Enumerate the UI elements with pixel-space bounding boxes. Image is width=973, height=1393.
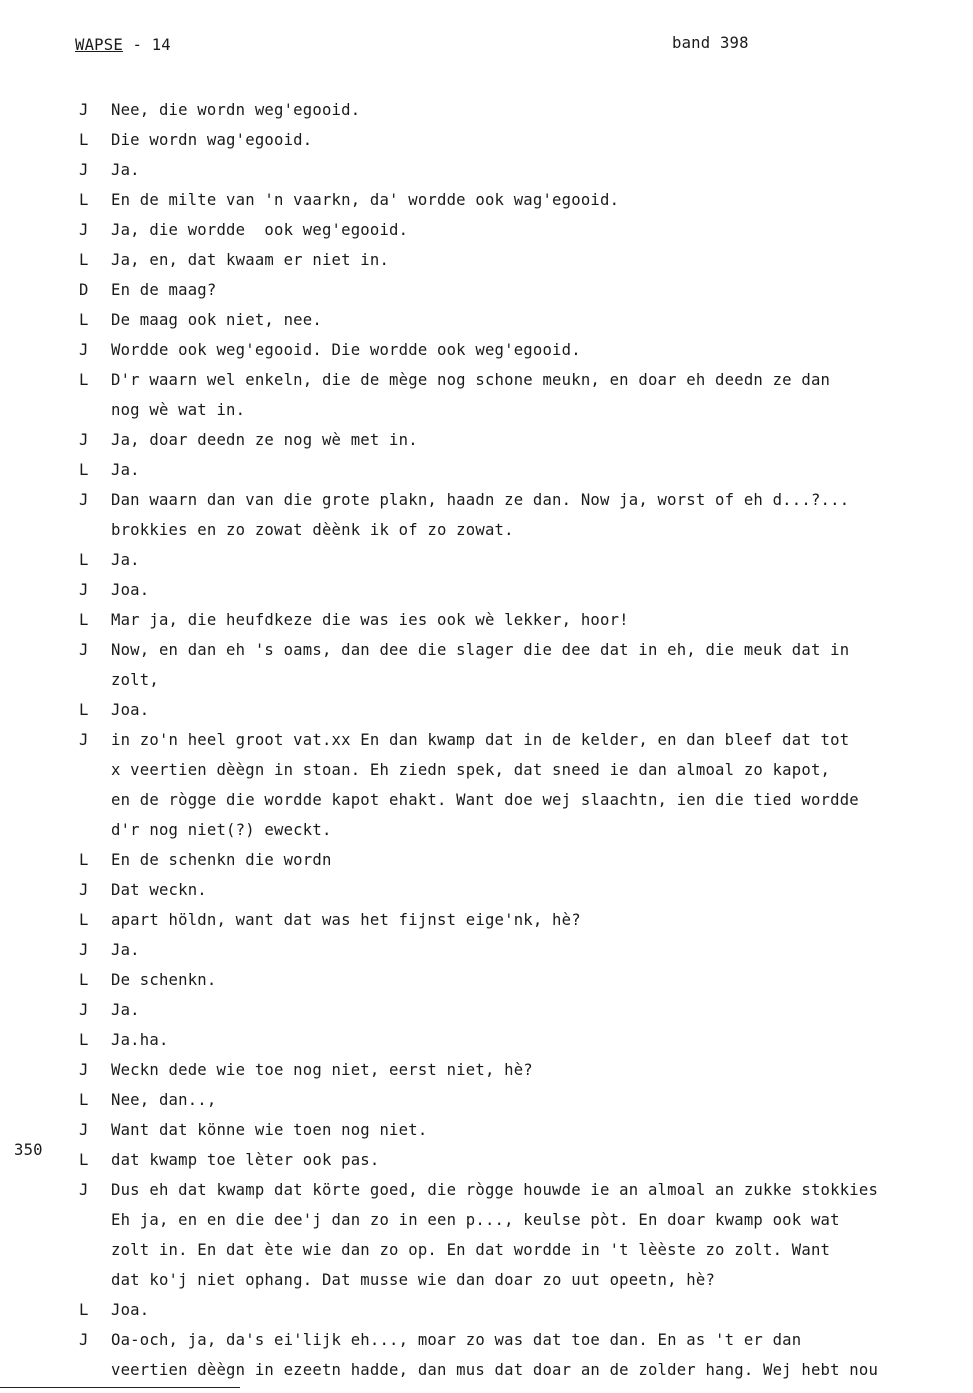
speaker-label: J <box>79 941 89 959</box>
transcript-utterance <box>0 215 973 245</box>
transcript-utterance <box>0 845 973 875</box>
utterance-line: Ja. <box>111 941 140 959</box>
utterance-line: En de maag? <box>111 281 217 299</box>
transcript-utterance <box>0 155 973 185</box>
speaker-label: J <box>79 1181 89 1199</box>
speaker-label: L <box>79 311 89 329</box>
speaker-label: J <box>79 1331 89 1349</box>
utterance-line: D'r waarn wel enkeln, die de mège nog schone meukn, en doar eh deedn ze dan <box>111 371 831 389</box>
speaker-label: J <box>79 161 89 179</box>
speaker-label: J <box>79 1121 89 1139</box>
speaker-label: L <box>79 701 89 719</box>
transcript-utterance <box>0 1025 973 1055</box>
transcript-utterance <box>0 875 973 905</box>
speaker-label: L <box>79 851 89 869</box>
transcript-utterance <box>0 275 973 305</box>
transcript-utterance <box>0 1085 973 1115</box>
margin-counter-note: 350 <box>14 1141 43 1159</box>
utterance-line: Nee, die wordn weg'egooid. <box>111 101 361 119</box>
transcript-utterance <box>0 545 973 575</box>
speaker-label: J <box>79 101 89 119</box>
transcript-utterance <box>0 425 973 455</box>
utterance-line: Mar ja, die heufdkeze die was ies ook wè lekker, hoor! <box>111 611 629 629</box>
transcript-utterance <box>0 935 973 965</box>
speaker-label: J <box>79 1061 89 1079</box>
utterance-line: brokkies en zo zowat dèènk ik of zo zowat. <box>111 521 514 539</box>
transcript-utterance <box>0 1325 973 1385</box>
utterance-line: en de rògge die wordde kapot ehakt. Want doe wej slaachtn, ien die tied wordde <box>111 791 859 809</box>
transcript-utterance <box>0 95 973 125</box>
utterance-line: De schenkn. <box>111 971 217 989</box>
speaker-label: L <box>79 1091 89 1109</box>
speaker-label: J <box>79 881 89 899</box>
transcript-utterance <box>0 965 973 995</box>
speaker-label: L <box>79 1301 89 1319</box>
page-number: 14 <box>151 36 171 54</box>
utterance-line: Ja.ha. <box>111 1031 169 1049</box>
speaker-label: L <box>79 1151 89 1169</box>
utterance-line: En de milte van 'n vaarkn, da' wordde ook wag'egooid. <box>111 191 620 209</box>
utterance-line: Joa. <box>111 701 150 719</box>
utterance-line: De maag ook niet, nee. <box>111 311 322 329</box>
header-separator: - <box>122 36 152 54</box>
utterance-line: Oa-och, ja, da's ei'lijk eh..., moar zo was dat toe dan. En as 't er dan <box>111 1331 802 1349</box>
utterance-line: in zo'n heel groot vat.xx En dan kwamp dat in de kelder, en dan bleef dat tot <box>111 731 850 749</box>
speaker-label: J <box>79 221 89 239</box>
transcript-utterance <box>0 1175 973 1295</box>
speaker-label: J <box>79 1001 89 1019</box>
transcript-utterance <box>0 635 973 695</box>
utterance-line: dat ko'j niet ophang. Dat musse wie dan doar zo uut opeetn, hè? <box>111 1271 716 1289</box>
utterance-line: Ja, en, dat kwaam er niet in. <box>111 251 390 269</box>
utterance-line: Dat weckn. <box>111 881 207 899</box>
transcript-utterance <box>0 605 973 635</box>
utterance-line: Ja, die wordde ook weg'egooid. <box>111 221 409 239</box>
utterance-line: Joa. <box>111 581 150 599</box>
transcript-utterance <box>0 1145 973 1175</box>
utterance-line: apart höldn, want dat was het fijnst eige'nk, hè? <box>111 911 581 929</box>
transcript-utterance <box>0 455 973 485</box>
utterance-line: dat kwamp toe lèter ook pas. <box>111 1151 380 1169</box>
speaker-label: J <box>79 641 89 659</box>
speaker-label: L <box>79 911 89 929</box>
utterance-line: Wordde ook weg'egooid. Die wordde ook weg'egooid. <box>111 341 581 359</box>
speaker-label: D <box>79 281 89 299</box>
utterance-line: Dan waarn dan van die grote plakn, haadn ze dan. Now ja, worst of eh d...?... <box>111 491 850 509</box>
utterance-line: zolt, <box>111 671 159 689</box>
transcript-utterance <box>0 695 973 725</box>
transcript-utterance <box>0 905 973 935</box>
transcript-utterance <box>0 575 973 605</box>
transcript-utterance <box>0 1295 973 1325</box>
transcript-utterance <box>0 335 973 365</box>
transcript-utterance <box>0 365 973 425</box>
transcript-utterance <box>0 725 973 845</box>
utterance-line: Ja. <box>111 551 140 569</box>
speaker-label: L <box>79 371 89 389</box>
transcript-utterance <box>0 245 973 275</box>
utterance-line: Die wordn wag'egooid. <box>111 131 313 149</box>
transcript-utterance <box>0 1115 973 1145</box>
speaker-label: L <box>79 971 89 989</box>
utterance-line: veertien dèègn in ezeetn hadde, dan mus dat doar an de zolder hang. Wej hebt nou <box>111 1361 879 1379</box>
utterance-line: En de schenkn die wordn <box>111 851 332 869</box>
utterance-line: zolt in. En dat ète wie dan zo op. En dat wordde in 't lèèste zo zolt. Want <box>111 1241 831 1259</box>
utterance-line: Ja. <box>111 1001 140 1019</box>
speaker-label: L <box>79 461 89 479</box>
utterance-line: Joa. <box>111 1301 150 1319</box>
speaker-label: L <box>79 1031 89 1049</box>
utterance-line: Weckn dede wie toe nog niet, eerst niet, hè? <box>111 1061 533 1079</box>
speaker-label: J <box>79 731 89 749</box>
utterance-line: d'r nog niet(?) eweckt. <box>111 821 332 839</box>
speaker-label: L <box>79 611 89 629</box>
utterance-line: Want dat könne wie toen nog niet. <box>111 1121 428 1139</box>
footnote-rule <box>0 1387 240 1388</box>
page-header-left <box>75 36 171 54</box>
transcript-utterance <box>0 125 973 155</box>
utterance-line: Now, en dan eh 's oams, dan dee die slager die dee dat in eh, die meuk dat in <box>111 641 850 659</box>
document-title: WAPSE <box>75 36 123 54</box>
utterance-line: Dus eh dat kwamp dat körte goed, die rògge houwde ie an almoal an zukke stokkies <box>111 1181 879 1199</box>
speaker-label: J <box>79 341 89 359</box>
band-number: band 398 <box>672 34 749 52</box>
utterance-line: Eh ja, en en die dee'j dan zo in een p..., keulse pòt. En doar kwamp ook wat <box>111 1211 840 1229</box>
speaker-label: J <box>79 431 89 449</box>
utterance-line: Ja. <box>111 161 140 179</box>
speaker-label: L <box>79 131 89 149</box>
utterance-line: Ja. <box>111 461 140 479</box>
utterance-line: Nee, dan.., <box>111 1091 217 1109</box>
transcript-utterance <box>0 485 973 545</box>
transcript-utterance <box>0 995 973 1025</box>
utterance-line: Ja, doar deedn ze nog wè met in. <box>111 431 418 449</box>
transcript-utterance <box>0 185 973 215</box>
transcript-utterance <box>0 305 973 335</box>
speaker-label: L <box>79 251 89 269</box>
transcript <box>0 95 973 1385</box>
speaker-label: J <box>79 491 89 509</box>
speaker-label: J <box>79 581 89 599</box>
utterance-line: nog wè wat in. <box>111 401 246 419</box>
speaker-label: L <box>79 191 89 209</box>
transcript-utterance <box>0 1055 973 1085</box>
speaker-label: L <box>79 551 89 569</box>
utterance-line: x veertien dèègn in stoan. Eh ziedn spek, dat sneed ie dan almoal zo kapot, <box>111 761 831 779</box>
